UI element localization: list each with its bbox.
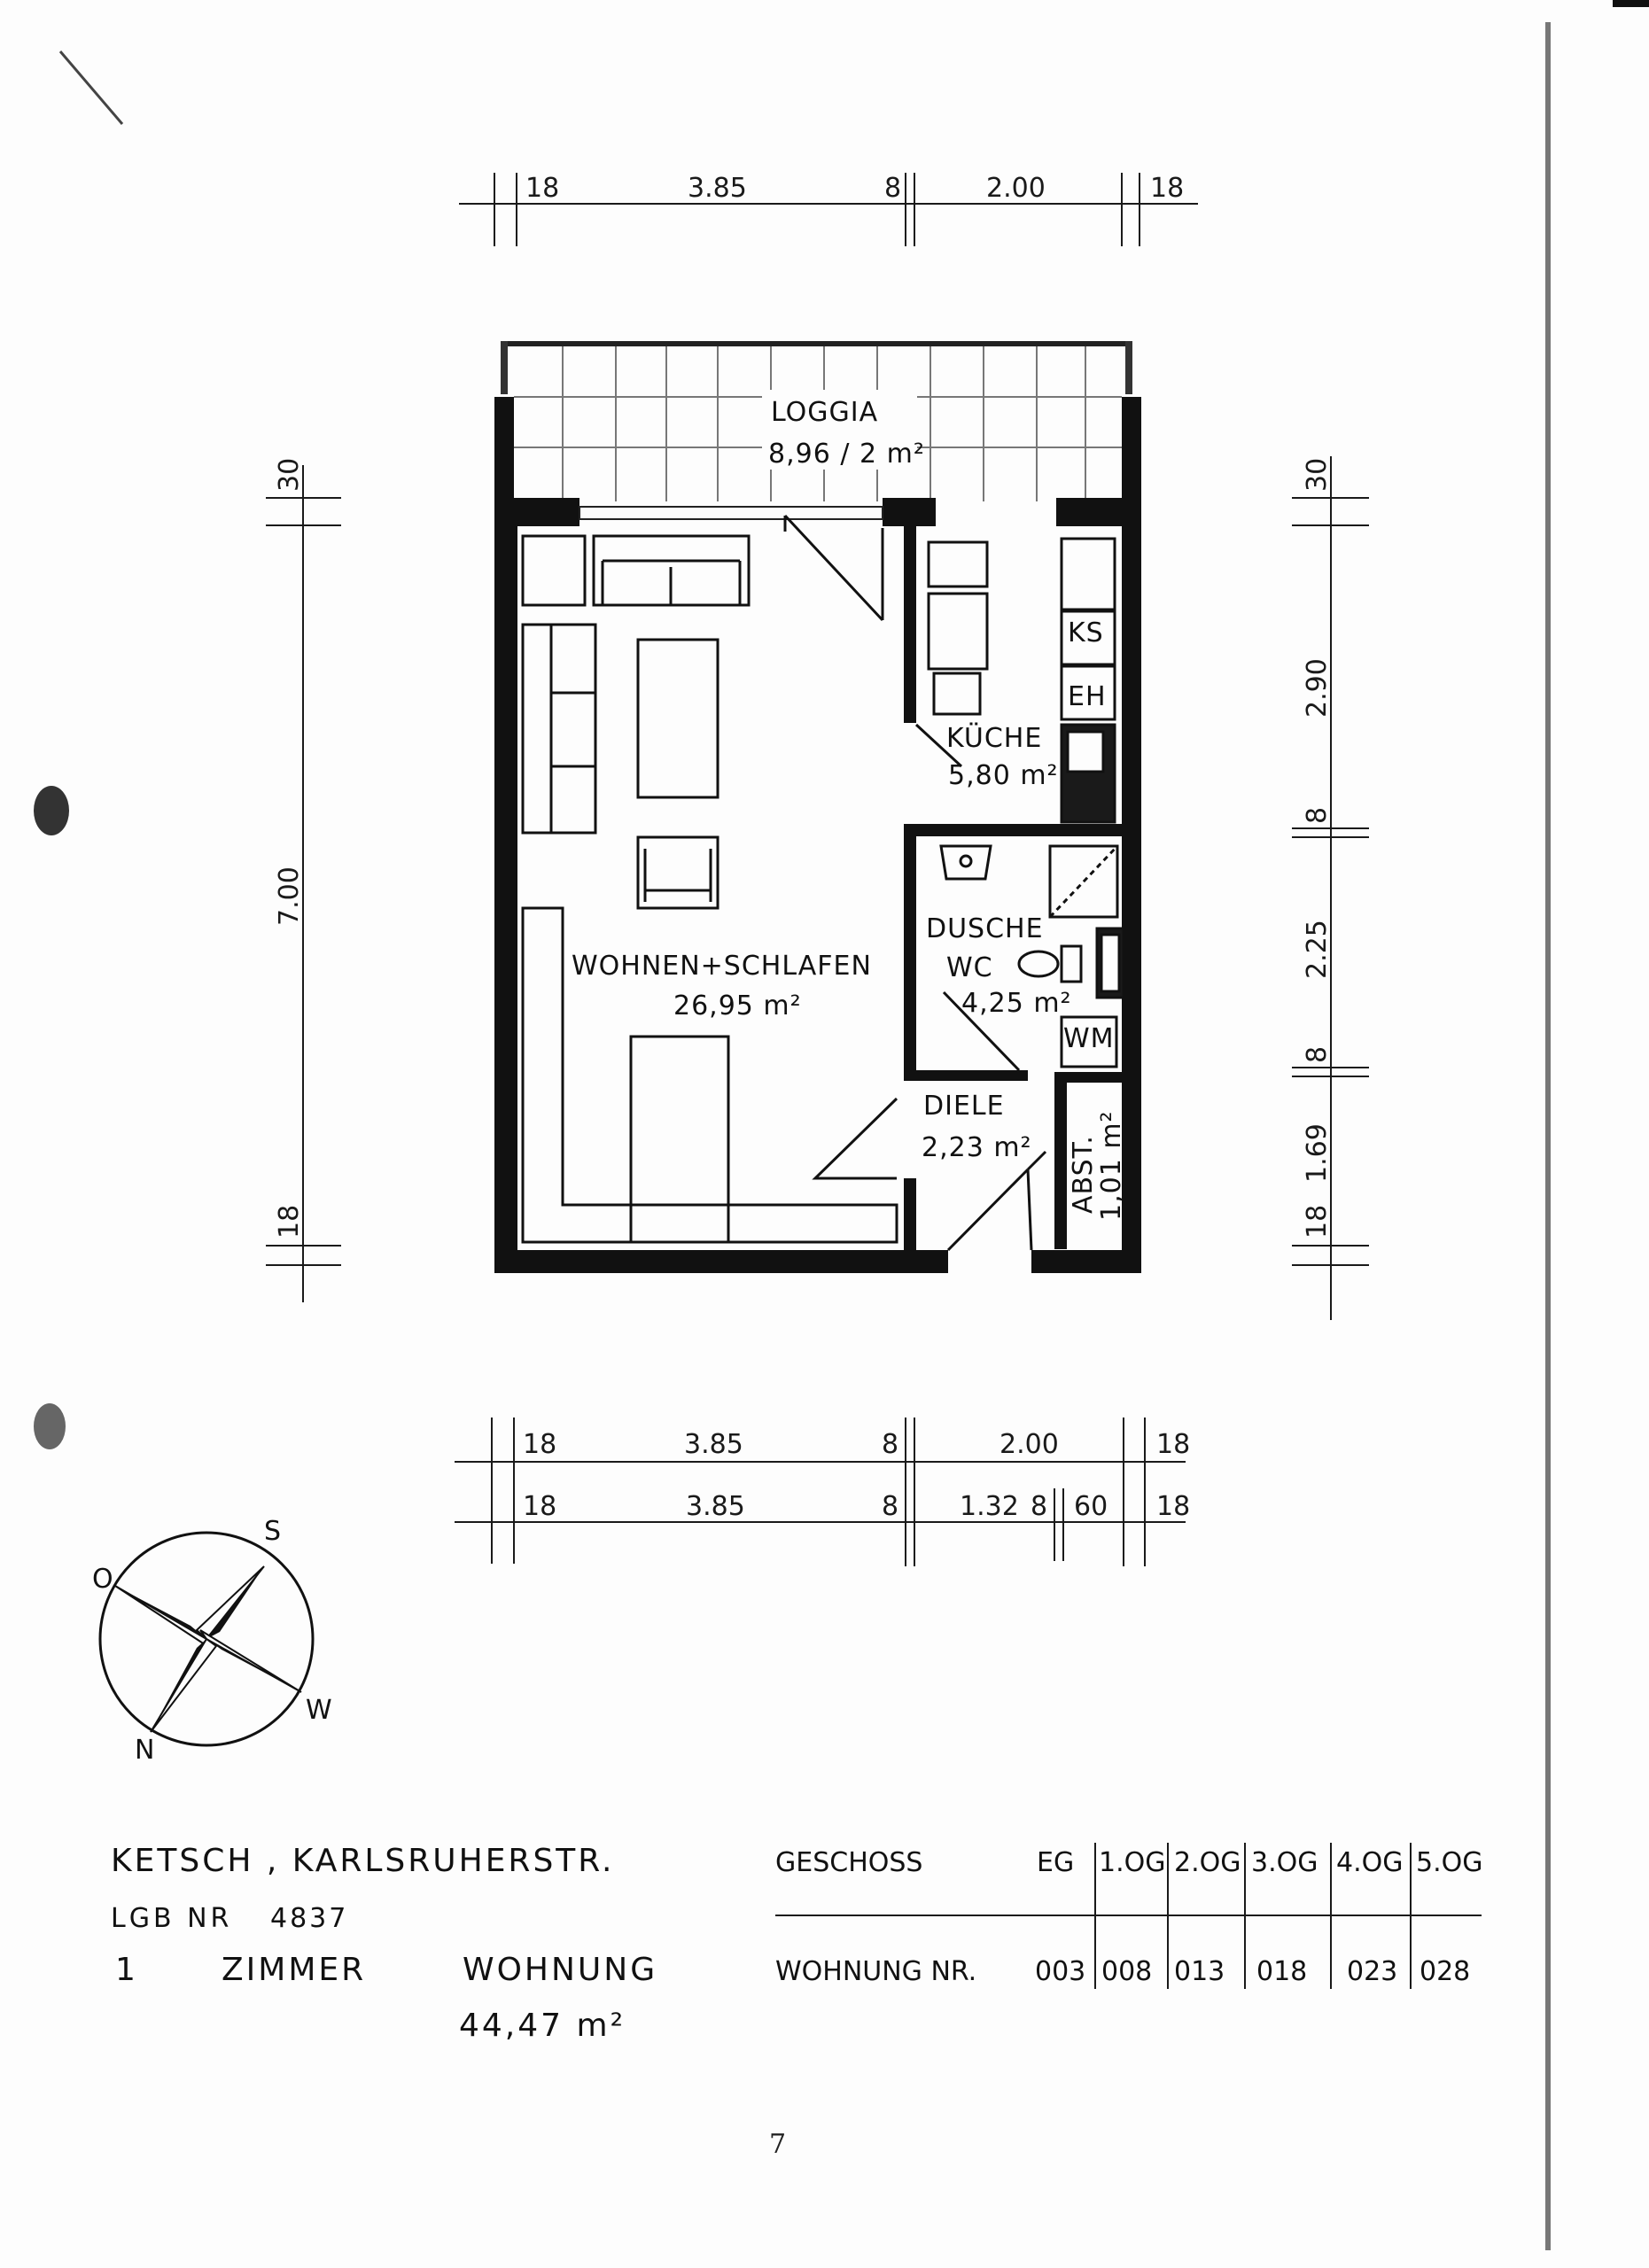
dim-bottom-r1-1: 18 <box>523 1429 557 1460</box>
dim-right-3: 8 <box>1302 806 1333 824</box>
dim-right-6: 1.69 <box>1302 1123 1333 1183</box>
dim-top-2: 3.85 <box>688 173 747 204</box>
kueche-eh: EH <box>1068 681 1107 712</box>
hall-doors <box>948 1152 1046 1250</box>
dim-bottom-r1-4: 2.00 <box>1000 1429 1059 1460</box>
abst-area: 1,01 m² <box>1096 1110 1127 1221</box>
dim-bottom-r1-3: 8 <box>882 1429 899 1460</box>
dim-top-3: 8 <box>884 173 902 204</box>
address: KETSCH , KARLSRUHERSTR. <box>111 1843 615 1879</box>
wm-label: WM <box>1063 1023 1115 1054</box>
lgb-label: LGB NR <box>111 1903 233 1934</box>
apt-003: 003 <box>1035 1956 1086 1987</box>
dusche-area: 4,25 m² <box>961 988 1072 1019</box>
floor-3og: 3.OG <box>1251 1847 1318 1878</box>
kueche-area: 5,80 m² <box>948 760 1059 791</box>
dimension-right <box>1292 456 1369 1320</box>
walls <box>494 498 1141 1273</box>
kueche-ks: KS <box>1068 617 1104 649</box>
dim-bottom-r2-4: 1.32 <box>960 1491 1019 1522</box>
dim-left-1: 30 <box>274 457 305 492</box>
punch-hole-bottom <box>34 1403 66 1449</box>
compass-s: S <box>264 1516 283 1547</box>
dim-top-5: 18 <box>1150 173 1185 204</box>
table-geschoss-label: GESCHOSS <box>775 1847 923 1878</box>
kueche-label: KÜCHE <box>946 723 1043 754</box>
apt-018: 018 <box>1256 1956 1308 1987</box>
compass-w: W <box>306 1695 333 1726</box>
total-area: 44,47 m² <box>459 2008 626 2044</box>
compass-n: N <box>135 1735 156 1766</box>
wohnen-area: 26,95 m² <box>673 990 802 1021</box>
floor-1og: 1.OG <box>1099 1847 1166 1878</box>
page-edge-line <box>1545 22 1551 2250</box>
apt-028: 028 <box>1420 1956 1471 1987</box>
table-wohnung-label: WOHNUNG NR. <box>775 1956 977 1987</box>
loggia-area: 8,96 / 2 m² <box>768 439 925 470</box>
floor-eg: EG <box>1037 1847 1075 1878</box>
diele-area: 2,23 m² <box>922 1132 1032 1163</box>
scan-mark <box>60 51 122 124</box>
rooms-word: ZIMMER <box>222 1952 367 1988</box>
dim-left-3: 18 <box>274 1204 305 1239</box>
apt-013: 013 <box>1174 1956 1225 1987</box>
apt-008: 008 <box>1101 1956 1153 1987</box>
dim-right-2: 2.90 <box>1302 658 1333 718</box>
dusche-label: DUSCHE <box>926 913 1044 944</box>
page-number: 7 <box>769 2129 787 2160</box>
dim-bottom-r2-2: 3.85 <box>686 1491 745 1522</box>
floor-2og: 2.OG <box>1174 1847 1241 1878</box>
abst-label: ABST. <box>1068 1135 1099 1214</box>
lgb-number: 4837 <box>270 1903 349 1934</box>
compass-o: O <box>92 1564 114 1595</box>
dim-bottom-r1-5: 18 <box>1156 1429 1191 1460</box>
diele-label: DIELE <box>923 1091 1005 1122</box>
wohnen-label: WOHNEN+SCHLAFEN <box>572 951 872 982</box>
apt-023: 023 <box>1347 1956 1398 1987</box>
punch-hole-top <box>34 786 69 835</box>
corner-mark <box>1613 0 1649 7</box>
compass-rose-icon <box>100 1533 313 1745</box>
living-door <box>815 1099 897 1178</box>
dim-bottom-r2-6: 60 <box>1074 1491 1108 1522</box>
dim-right-4: 2.25 <box>1302 920 1333 979</box>
dim-bottom-r1-2: 3.85 <box>684 1429 743 1460</box>
dimension-top <box>459 173 1198 246</box>
dim-right-5: 8 <box>1302 1045 1333 1063</box>
window-top <box>579 507 883 519</box>
living-furniture <box>523 536 897 1242</box>
dim-right-7: 18 <box>1302 1204 1333 1239</box>
dim-right-1: 30 <box>1302 457 1333 492</box>
floor-5og: 5.OG <box>1416 1847 1483 1878</box>
rooms-count: 1 <box>115 1952 138 1988</box>
dim-top-1: 18 <box>525 173 560 204</box>
floor-4og: 4.OG <box>1336 1847 1404 1878</box>
dim-top-4: 2.00 <box>986 173 1046 204</box>
type-word: WOHNUNG <box>463 1952 658 1988</box>
wc-label: WC <box>946 952 993 983</box>
dim-left-2: 7.00 <box>274 866 305 926</box>
dim-bottom-r2-3: 8 <box>882 1491 899 1522</box>
dim-bottom-r2-7: 18 <box>1156 1491 1191 1522</box>
loggia-door <box>785 516 883 620</box>
dim-bottom-r2-5: 8 <box>1031 1491 1048 1522</box>
loggia-label: LOGGIA <box>771 397 879 428</box>
dim-bottom-r2-1: 18 <box>523 1491 557 1522</box>
